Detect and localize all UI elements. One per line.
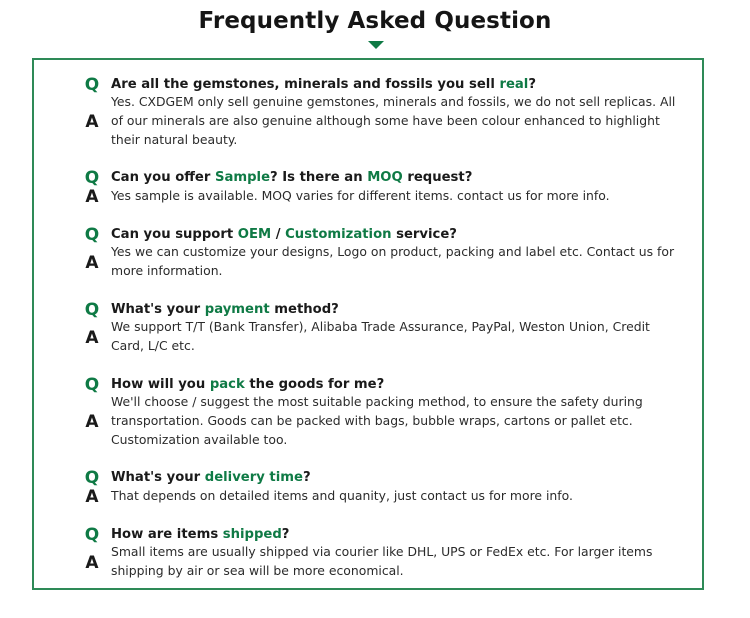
faq-answer: We'll choose / suggest the most suitable packing method, to ensure the safety during transportation. Goods can be packed with bags, bubble wraps, cartons or pallet etc. Customization available too.	[111, 394, 643, 447]
faq-answer: We support T/T (Bank Transfer), Alibaba Trade Assurance, PayPal, Weston Union, Credit Card, L/C etc.	[111, 319, 650, 353]
a-marker: A	[85, 112, 99, 132]
a-marker: A	[85, 253, 99, 273]
q-marker: Q	[84, 225, 100, 245]
a-marker: A	[85, 553, 99, 573]
faq-answer: Yes sample is available. MOQ varies for different items. contact us for more info.	[111, 188, 610, 203]
q-marker: Q	[84, 168, 100, 188]
faq-question: How are items shipped?	[111, 527, 290, 542]
a-marker: A	[85, 187, 99, 207]
faq-question: Can you offer Sample? Is there an MOQ request?	[111, 170, 473, 185]
q-marker: Q	[84, 468, 100, 488]
faq-question: Can you support OEM / Customization service?	[111, 227, 457, 242]
faq-answer: Small items are usually shipped via courier like DHL, UPS or FedEx etc. For larger items shipping by air or sea will be more economical.	[111, 544, 653, 578]
faq-question: How will you pack the goods for me?	[111, 377, 385, 392]
q-marker: Q	[84, 75, 100, 95]
a-marker: A	[85, 487, 99, 507]
q-marker: Q	[84, 525, 100, 545]
faq-question: What's your delivery time?	[111, 470, 311, 485]
faq-question: What's your payment method?	[111, 302, 339, 317]
faq-answer: That depends on detailed items and quanity, just contact us for more info.	[111, 488, 573, 503]
a-marker: A	[85, 328, 99, 348]
page-title: Frequently Asked Question	[198, 8, 552, 34]
faq-question: Are all the gemstones, minerals and fossils you sell real?	[111, 77, 536, 92]
q-marker: Q	[84, 300, 100, 320]
q-marker: Q	[84, 375, 100, 395]
faq-answer: Yes. CXDGEM only sell genuine gemstones, minerals and fossils, we do not sell replicas. All of our minerals are also genuine although some have been colour enhanced to highlight their natural beauty.	[111, 94, 676, 147]
a-marker: A	[85, 412, 99, 432]
title-arrow-icon	[368, 41, 384, 49]
faq-answer: Yes we can customize your designs, Logo on product, packing and label etc. Contact us for more information.	[111, 244, 675, 278]
